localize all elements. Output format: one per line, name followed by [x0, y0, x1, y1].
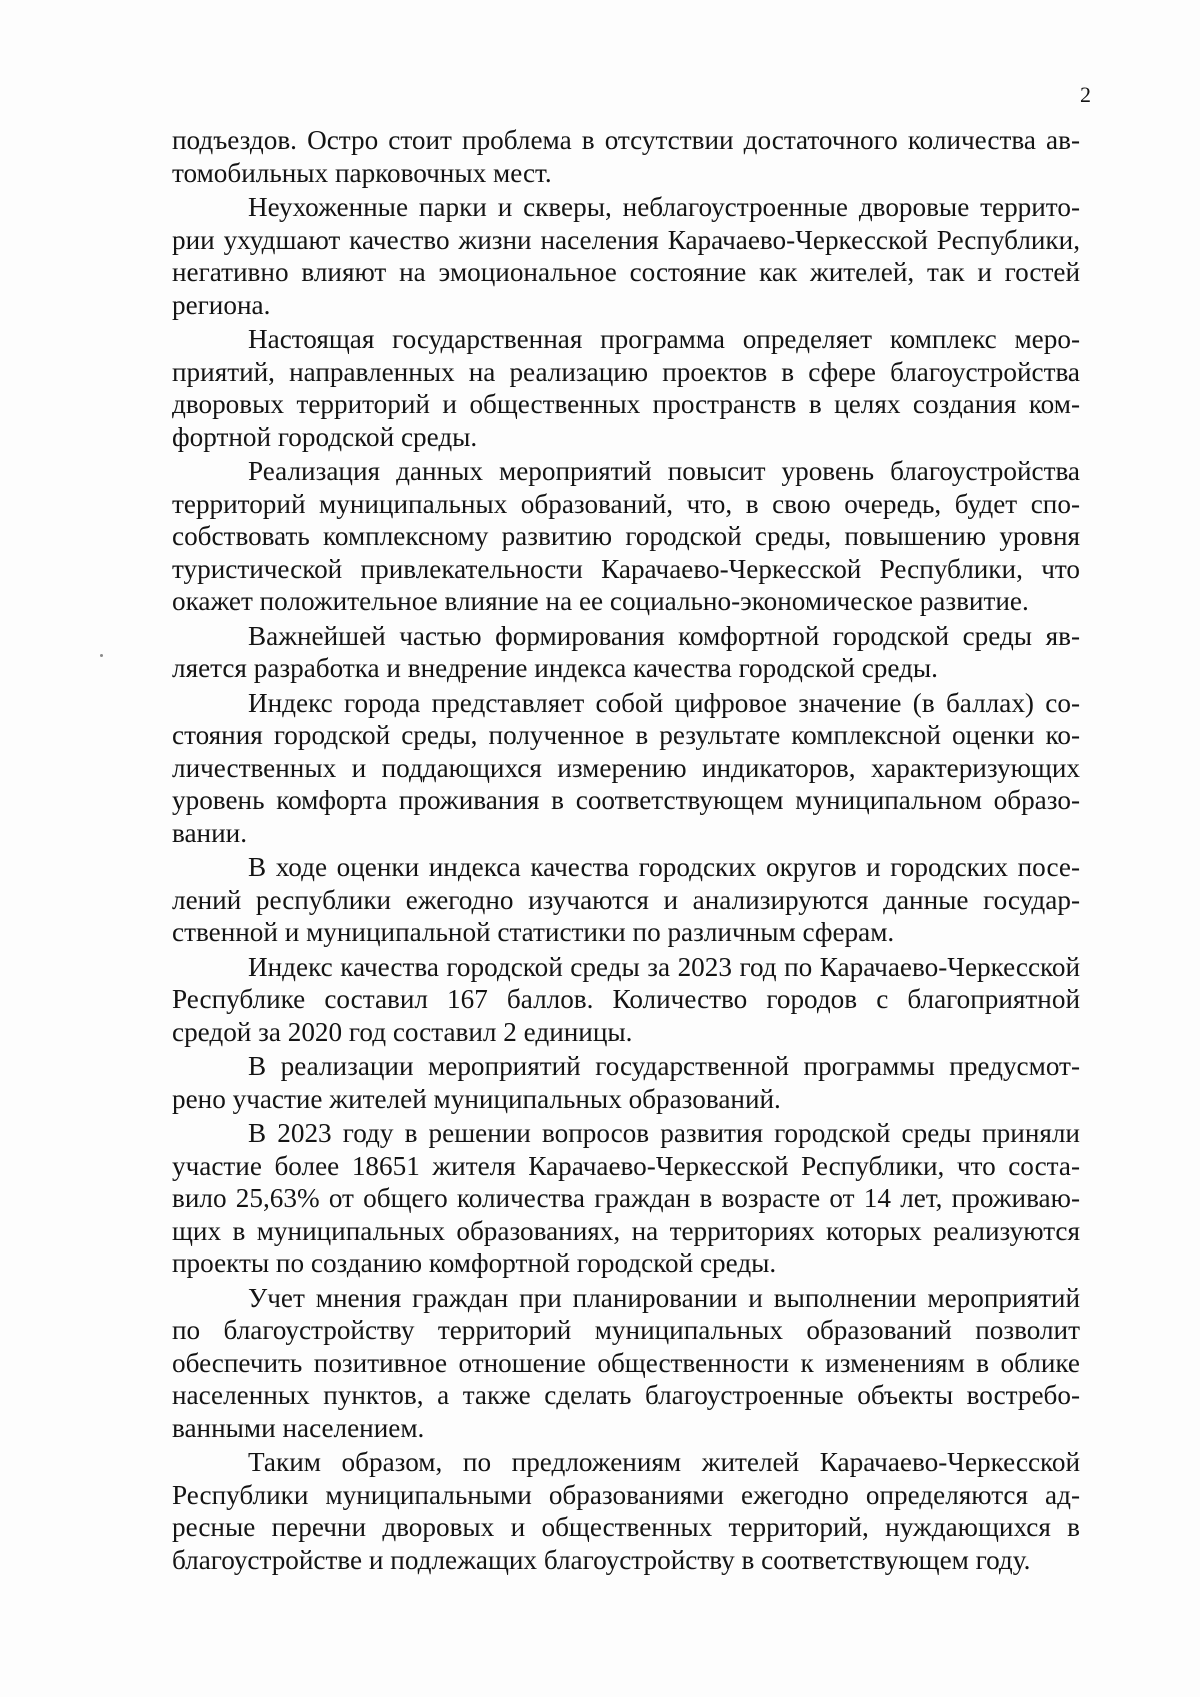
paragraph-parking: подъездов. Остро стоит проблема в отсутствии достаточного количества автомобильных парковочных мест.: [172, 125, 1080, 188]
paragraph-index-development: Важнейшей частью формирования комфортной городской среды является разработка и внедрение индекса качества городской среды.: [172, 620, 1080, 683]
paragraph-index-2023: Индекс качества городской среды за 2023 год по Карачаево-Черкесской Республике составил 167 баллов. Количество городов с благоприятной средой за 2020 год составил 2 единицы.: [172, 951, 1080, 1047]
paragraph-resident-participation: В реализации мероприятий государственной программы предусмотрено участие жителей муниципальных образований.: [172, 1051, 1080, 1114]
paragraph-implementation: Реализация данных мероприятий повысит уровень благоустройства территорий муниципальных образований, что, в свою очередь, будет способствовать комплексному развитию городской среды, повышению уровня туристической привлекательности Карачаево-Черкесской Республики, что окажет положительное влияние на ее социально-экономическое развитие.: [172, 456, 1080, 616]
paragraph-citizen-opinion: Учет мнения граждан при планировании и выполнении мероприятий по благоустройству территорий муниципальных образований позволит обеспечить позитивное отношение общественности к изменениям в облике населенных пунктов, а также сделать благоустроенные объекты востребованными населением.: [172, 1282, 1080, 1443]
paragraph-program-scope: Настоящая государственная программа определяет комплекс мероприятий, направленных на реализацию проектов в сфере благоустройства дворовых территорий и общественных пространств в целях создания комфортной городской среды.: [172, 324, 1080, 452]
paragraph-participation-2023: В 2023 году в решении вопросов развития городской среды приняли участие более 18651 жителя Карачаево-Черкесской Республики, что составило 25,63% от общего количества граждан в возрасте от 14 лет, проживающих в муниципальных образованиях, на территориях которых реализуются проекты по созданию комфортной городской среды.: [172, 1118, 1080, 1278]
document-body: [172, 124, 1080, 1578]
paragraph-conclusion: Таким образом, по предложениям жителей Карачаево-Черкесской Республики муниципальными образованиями ежегодно определяются адресные перечни дворовых и общественных территорий, нуждающихся в благоустройстве и подлежащих благоустройству в соответствующем году.: [172, 1447, 1080, 1575]
scan-speck: [100, 654, 103, 657]
paragraph-assessment: В ходе оценки индекса качества городских округов и городских поселений республики ежегодно изучаются и анализируются данные государственной и муниципальной статистики по различным сферам.: [172, 852, 1080, 947]
paragraph-city-index: Индекс города представляет собой цифровое значение (в баллах) состояния городской среды, полученное в результате комплексной оценки количественных и поддающихся измерению индикаторов, характеризующих уровень комфорта проживания в соответствующем муниципальном образовании.: [172, 687, 1080, 848]
page-number: 2: [1080, 82, 1091, 107]
paragraph-parks: Неухоженные парки и скверы, неблагоустроенные дворовые территории ухудшают качество жизни населения Карачаево-Черкесской Республики, негативно влияют на эмоциональное состояние как жителей, так и гостей региона.: [172, 192, 1080, 320]
